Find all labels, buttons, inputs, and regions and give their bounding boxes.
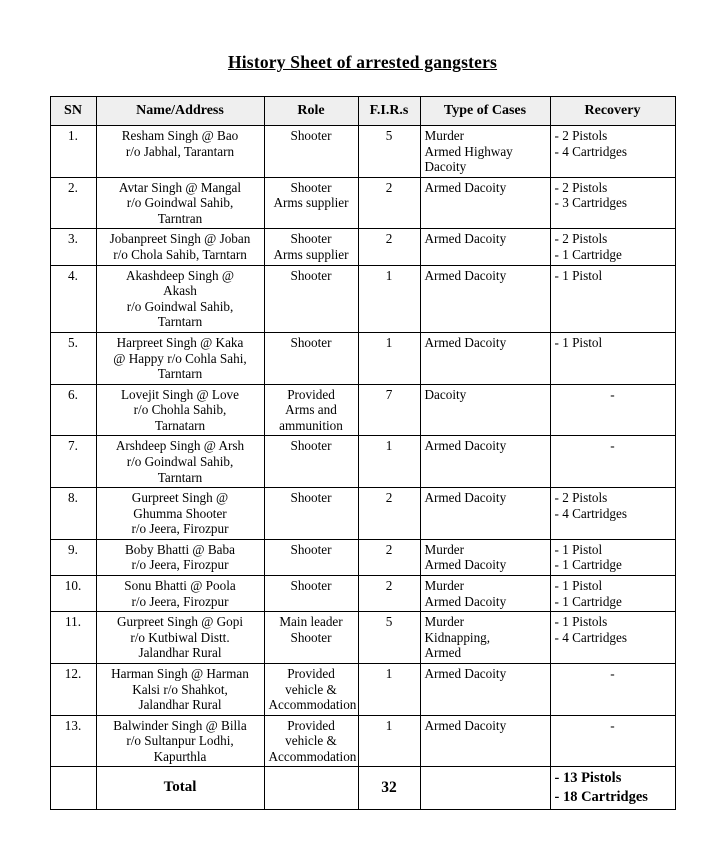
page-title: History Sheet of arrested gangsters	[227, 52, 498, 72]
column-header-role: Role	[264, 97, 358, 126]
cell-name-address-line: r/o Jeera, Firozpur	[131, 521, 229, 537]
cell-name-address	[96, 126, 264, 178]
cell-role	[264, 265, 358, 332]
cell-name-address-line: r/o Sultanpur Lodhi,	[126, 733, 234, 749]
cell-role	[264, 663, 358, 715]
cell-recovery-line: - 4 Cartridges	[554, 505, 628, 521]
cell-sn: 3.	[50, 229, 96, 265]
cell-name-address	[96, 715, 264, 767]
cell-role	[264, 384, 358, 436]
cell-name-address-line: Lovejit Singh @ Love	[121, 386, 239, 402]
table-row	[50, 126, 675, 178]
table-row	[50, 332, 675, 384]
cell-recovery-line: - 1 Pistol	[554, 578, 603, 594]
cell-sn: 1.	[50, 126, 96, 178]
cell-name-address-line: r/o Goindwal Sahib,	[126, 195, 234, 211]
cell-firs: 1	[358, 715, 420, 767]
cell-recovery-line: - 4 Cartridges	[554, 143, 628, 159]
cell-name-address-line: Akash	[163, 283, 197, 299]
cell-recovery-line: - 1 Pistol	[554, 541, 603, 557]
cell-recovery-line: - 2 Pistols	[554, 128, 608, 143]
column-header-recovery: Recovery	[550, 97, 675, 126]
cell-name-address-line: Resham Singh @ Bao	[121, 128, 239, 143]
cell-name-address	[96, 539, 264, 575]
cell-role-line: Shooter	[290, 629, 332, 645]
cell-total-blank-role	[264, 767, 358, 810]
cell-type-of-cases-line: Murder	[424, 614, 465, 630]
table-header-row	[50, 97, 675, 126]
cell-type-of-cases	[420, 229, 550, 265]
cell-type-of-cases	[420, 332, 550, 384]
cell-recovery-line: - 1 Pistol	[554, 334, 603, 350]
cell-name-address	[96, 488, 264, 540]
cell-role	[264, 576, 358, 612]
cell-firs: 5	[358, 126, 420, 178]
cell-firs: 1	[358, 265, 420, 332]
cell-role-line: Shooter	[290, 438, 332, 454]
cell-type-of-cases	[420, 126, 550, 178]
cell-name-address-line: r/o Chohla Sahib,	[133, 402, 227, 418]
cell-name-address-line: r/o Jeera, Firozpur	[131, 557, 229, 573]
cell-type-of-cases	[420, 384, 550, 436]
cell-recovery	[550, 488, 675, 540]
cell-recovery	[550, 576, 675, 612]
cell-recovery	[550, 177, 675, 229]
cell-recovery	[550, 229, 675, 265]
cell-sn: 10.	[50, 576, 96, 612]
cell-name-address-line: Kalsi r/o Shahkot,	[132, 681, 228, 697]
cell-type-of-cases-line: Armed Dacoity	[424, 267, 507, 283]
cell-name-address-line: r/o Kutbiwal Distt.	[130, 629, 230, 645]
cell-type-of-cases-line: Armed Dacoity	[424, 593, 507, 609]
cell-recovery	[550, 332, 675, 384]
cell-role-line: Shooter	[290, 179, 332, 195]
table-row	[50, 436, 675, 488]
cell-type-of-cases	[420, 576, 550, 612]
cell-role-line: Shooter	[290, 578, 332, 594]
cell-name-address	[96, 384, 264, 436]
column-header-type-of-cases: Type of Cases	[420, 97, 550, 126]
cell-name-address-line: r/o Jeera, Firozpur	[131, 593, 229, 609]
cell-name-address-line: Ghumma Shooter	[133, 505, 227, 521]
cell-name-address	[96, 576, 264, 612]
cell-type-of-cases	[420, 177, 550, 229]
history-sheet-table	[50, 96, 676, 810]
cell-name-address-line: Harpreet Singh @ Kaka	[116, 334, 244, 350]
cell-type-of-cases	[420, 612, 550, 664]
cell-firs: 7	[358, 384, 420, 436]
cell-type-of-cases-line: Armed	[424, 645, 462, 661]
cell-sn: 8.	[50, 488, 96, 540]
cell-name-address-line: Jalandhar Rural	[138, 697, 222, 713]
cell-role	[264, 612, 358, 664]
cell-sn: 5.	[50, 332, 96, 384]
cell-sn: 7.	[50, 436, 96, 488]
cell-role-line: Shooter	[290, 267, 332, 283]
cell-type-of-cases-line: Dacoity	[424, 386, 467, 402]
cell-recovery	[550, 265, 675, 332]
cell-recovery	[550, 126, 675, 178]
cell-type-of-cases-line: Armed Dacoity	[424, 179, 507, 195]
cell-name-address-line: Tarntran	[157, 210, 203, 226]
cell-role-line: Provided	[287, 665, 335, 681]
cell-role	[264, 539, 358, 575]
cell-sn: 2.	[50, 177, 96, 229]
cell-total-label: Total	[96, 767, 264, 810]
cell-role-line: Shooter	[290, 231, 332, 247]
table-row	[50, 229, 675, 265]
cell-recovery	[550, 715, 675, 767]
cell-name-address-line: Kapurthla	[153, 748, 207, 764]
document-page	[0, 52, 725, 851]
cell-name-address-line: @ Happy r/o Cohla Sahi,	[113, 350, 247, 366]
cell-recovery	[550, 384, 675, 436]
cell-firs: 2	[358, 229, 420, 265]
cell-recovery-line: -	[610, 386, 615, 402]
cell-name-address-line: Harman Singh @ Harman	[111, 665, 249, 681]
cell-firs: 1	[358, 663, 420, 715]
cell-name-address-line: Gurpreet Singh @ Gopi	[116, 614, 244, 630]
cell-name-address-line: r/o Chola Sahib, Tarntarn	[113, 247, 247, 263]
cell-recovery-line: -	[610, 438, 615, 454]
cell-name-address	[96, 265, 264, 332]
cell-type-of-cases	[420, 265, 550, 332]
table-row	[50, 539, 675, 575]
cell-role	[264, 229, 358, 265]
cell-recovery	[550, 539, 675, 575]
cell-type-of-cases	[420, 715, 550, 767]
cell-type-of-cases-line: Armed Dacoity	[424, 438, 507, 454]
cell-name-address-line: Avtar Singh @ Mangal	[118, 179, 242, 195]
cell-sn: 13.	[50, 715, 96, 767]
cell-role-line: Shooter	[290, 128, 332, 143]
cell-recovery-line: - 1 Pistol	[554, 267, 603, 283]
cell-name-address-line: Tarntarn	[157, 366, 203, 382]
cell-total-firs: 32	[358, 767, 420, 810]
cell-name-address-line: r/o Goindwal Sahib,	[126, 298, 234, 314]
cell-name-address-line: r/o Goindwal Sahib,	[126, 453, 234, 469]
cell-role-line: Main leader	[279, 614, 343, 630]
cell-recovery-line: - 2 Pistols	[554, 490, 608, 506]
cell-name-address-line: Jalandhar Rural	[138, 645, 222, 661]
cell-name-address-line: Arshdeep Singh @ Arsh	[115, 438, 245, 454]
cell-name-address-line: Akashdeep Singh @	[125, 267, 235, 283]
cell-total-recovery-line: - 13 Pistols	[554, 770, 622, 787]
cell-role	[264, 488, 358, 540]
cell-name-address-line: Boby Bhatti @ Baba	[125, 541, 235, 557]
cell-total-blank-sn	[50, 767, 96, 810]
cell-name-address	[96, 177, 264, 229]
cell-firs: 2	[358, 488, 420, 540]
cell-type-of-cases-line: Murder	[424, 128, 465, 143]
cell-type-of-cases-line: Murder	[424, 541, 465, 557]
cell-firs: 1	[358, 332, 420, 384]
cell-recovery-line: -	[610, 717, 615, 733]
cell-role	[264, 126, 358, 178]
cell-recovery-line: - 1 Cartridge	[554, 557, 622, 573]
cell-total-blank-type	[420, 767, 550, 810]
cell-role-line: vehicle &	[285, 681, 337, 697]
cell-name-address	[96, 332, 264, 384]
table-row	[50, 612, 675, 664]
cell-firs: 5	[358, 612, 420, 664]
cell-type-of-cases-line: Armed Dacoity	[424, 665, 507, 681]
cell-recovery-line: -	[610, 665, 615, 681]
cell-recovery-line: - 3 Cartridges	[554, 195, 628, 211]
cell-type-of-cases	[420, 436, 550, 488]
cell-role-line: Shooter	[290, 490, 332, 506]
cell-type-of-cases	[420, 663, 550, 715]
cell-firs: 2	[358, 539, 420, 575]
table-header	[50, 97, 675, 126]
column-header-name-address: Name/Address	[96, 97, 264, 126]
cell-role	[264, 436, 358, 488]
cell-role	[264, 332, 358, 384]
table-total-row	[50, 767, 675, 810]
cell-type-of-cases-line: Kidnapping,	[424, 629, 491, 645]
cell-type-of-cases-line: Armed Dacoity	[424, 490, 507, 506]
cell-total-recovery	[550, 767, 675, 810]
table-row	[50, 177, 675, 229]
cell-sn: 12.	[50, 663, 96, 715]
cell-recovery-line: - 2 Pistols	[554, 231, 608, 247]
cell-sn: 6.	[50, 384, 96, 436]
cell-name-address-line: Tarntarn	[157, 314, 203, 330]
cell-recovery-line: - 1 Cartridge	[554, 247, 622, 263]
table-row	[50, 663, 675, 715]
cell-name-address-line: Tarntarn	[157, 469, 203, 485]
cell-type-of-cases	[420, 488, 550, 540]
cell-role-line: Accommodation	[268, 697, 357, 713]
cell-name-address	[96, 612, 264, 664]
cell-role-line: Shooter	[290, 334, 332, 350]
cell-type-of-cases-line: Armed Highway	[424, 143, 513, 159]
cell-role-line: Arms supplier	[273, 195, 349, 211]
cell-sn: 11.	[50, 612, 96, 664]
cell-sn: 9.	[50, 539, 96, 575]
cell-role-line: Arms supplier	[273, 247, 349, 263]
cell-name-address	[96, 663, 264, 715]
table-row	[50, 488, 675, 540]
cell-name-address-line: Jobanpreet Singh @ Joban	[109, 231, 251, 247]
cell-recovery	[550, 663, 675, 715]
cell-sn: 4.	[50, 265, 96, 332]
table-row	[50, 715, 675, 767]
cell-type-of-cases-line: Armed Dacoity	[424, 717, 507, 733]
cell-name-address-line: Gurpreet Singh @	[131, 490, 229, 506]
cell-role	[264, 177, 358, 229]
cell-recovery	[550, 436, 675, 488]
cell-name-address-line: Tarnatarn	[154, 417, 206, 433]
cell-type-of-cases	[420, 539, 550, 575]
cell-role-line: Arms and	[285, 402, 337, 418]
cell-recovery-line: - 4 Cartridges	[554, 629, 628, 645]
cell-type-of-cases-line: Armed Dacoity	[424, 557, 507, 573]
cell-name-address	[96, 436, 264, 488]
cell-recovery-line: - 1 Pistols	[554, 614, 608, 630]
cell-role-line: vehicle &	[285, 733, 337, 749]
cell-role-line: Provided	[287, 717, 335, 733]
cell-role	[264, 715, 358, 767]
cell-role-line: Accommodation	[268, 748, 357, 764]
table-row	[50, 576, 675, 612]
cell-role-line: ammunition	[279, 417, 343, 433]
cell-name-address-line: Sonu Bhatti @ Poola	[124, 578, 236, 594]
cell-type-of-cases-line: Murder	[424, 578, 465, 594]
cell-name-address-line: Balwinder Singh @ Billa	[113, 717, 247, 733]
cell-role-line: Provided	[287, 386, 335, 402]
cell-firs: 2	[358, 576, 420, 612]
cell-firs: 1	[358, 436, 420, 488]
column-header-firs: F.I.R.s	[358, 97, 420, 126]
cell-firs: 2	[358, 177, 420, 229]
table-row	[50, 265, 675, 332]
column-header-sn: SN	[50, 97, 96, 126]
cell-name-address	[96, 229, 264, 265]
cell-type-of-cases-line: Armed Dacoity	[424, 231, 507, 247]
cell-recovery-line: - 1 Cartridge	[554, 593, 622, 609]
table-body	[50, 126, 675, 810]
cell-name-address-line: r/o Jabhal, Tarantarn	[125, 143, 235, 159]
cell-type-of-cases-line: Dacoity	[424, 159, 467, 175]
cell-role-line: Shooter	[290, 541, 332, 557]
table-row	[50, 384, 675, 436]
cell-type-of-cases-line: Armed Dacoity	[424, 334, 507, 350]
cell-recovery-line: - 2 Pistols	[554, 179, 608, 195]
cell-recovery	[550, 612, 675, 664]
cell-total-recovery-line: - 18 Cartridges	[554, 789, 648, 806]
